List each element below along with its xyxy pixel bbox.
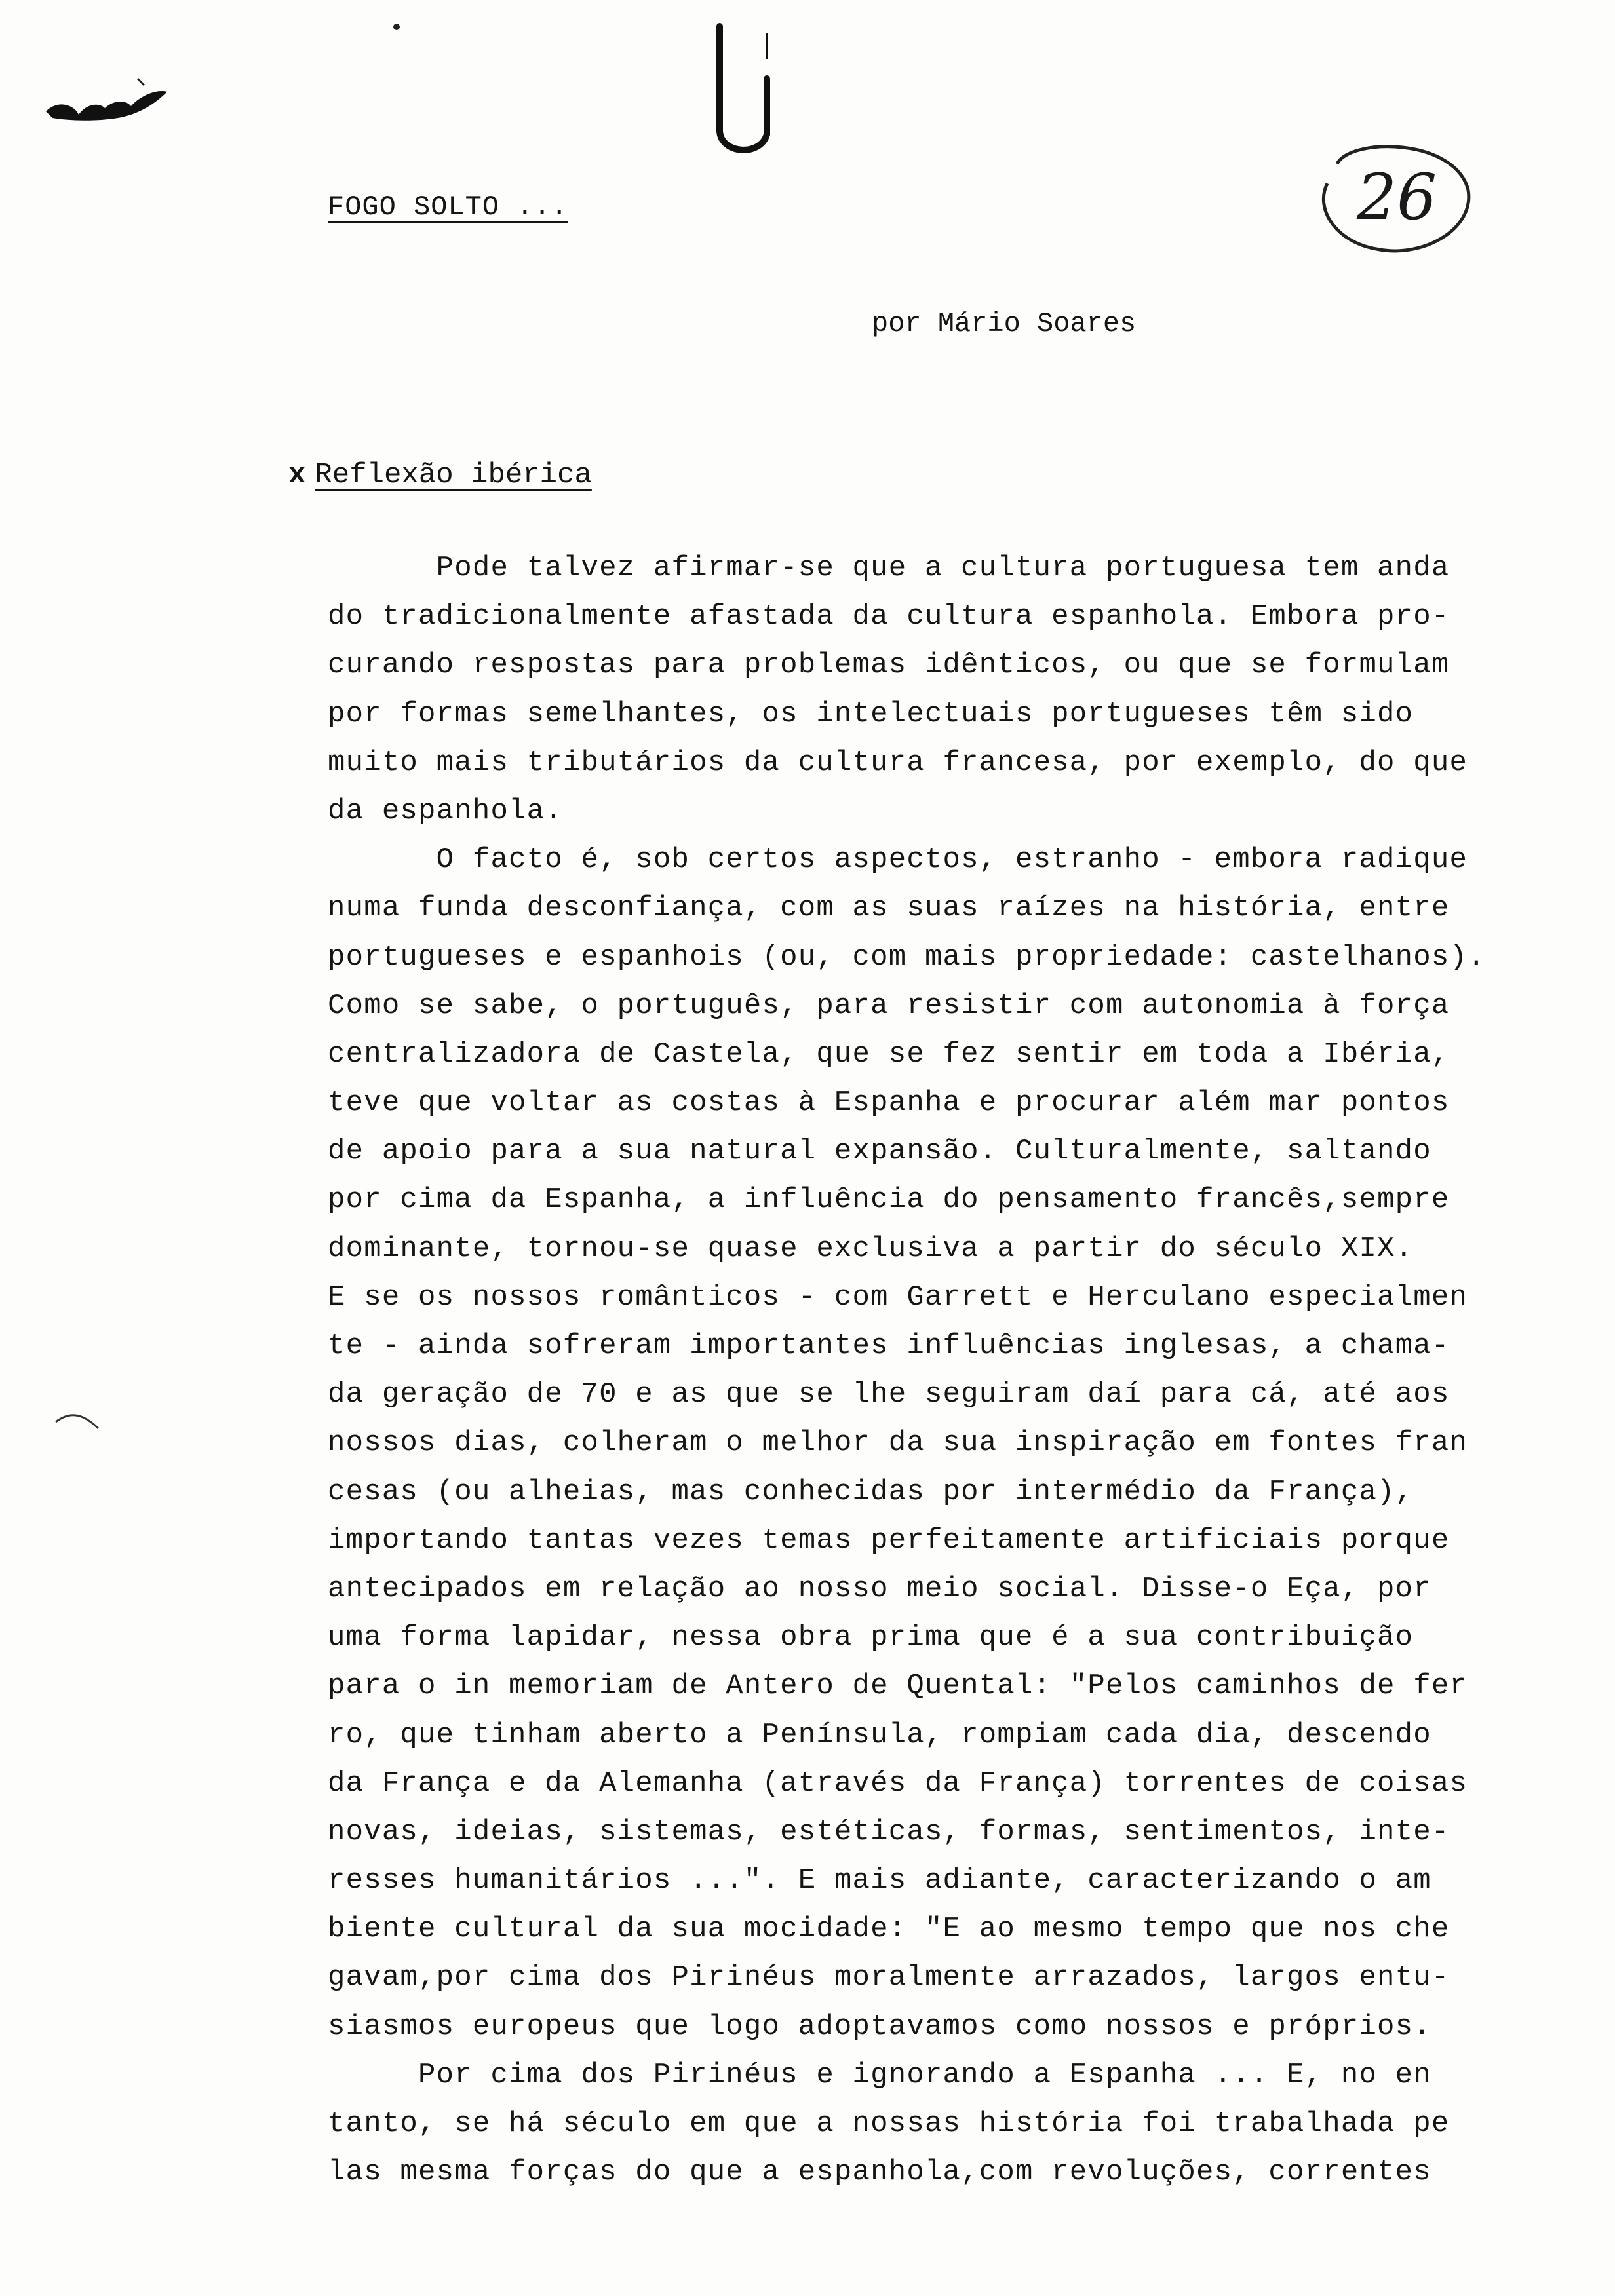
text-line: numa funda desconfiança, com as suas raízes na história, entre [328,892,1450,925]
text-line: tanto, se há século em que a nossas história foi trabalhada pe [328,2107,1450,2140]
text-line: muito mais tributários da cultura francesa, por exemplo, do que [328,746,1468,779]
text-line: da França e da Alemanha (através da França) torrentes de coisas [328,1767,1468,1800]
section-heading [288,459,592,491]
text-line: cesas (ou alheias, mas conhecidas por intermédio da França), [328,1475,1414,1508]
text-line: centralizadora de Castela, que se fez sentir em toda a Ibéria, [328,1037,1450,1071]
text-line: antecipados em relação ao nosso meio social. Disse-o Eça, por [328,1572,1431,1605]
text-line: resses humanitários ...". E mais adiante, caracterizando o am [328,1864,1431,1898]
text-line: ro, que tinham aberto a Península, rompiam cada dia, descendo [328,1718,1431,1751]
text-line: uma forma lapidar, nessa obra prima que é a sua contribuição [328,1621,1414,1655]
text-line: Pode talvez afirmar-se que a cultura portuguesa tem anda [328,552,1450,584]
text-line: O facto é, sob certos aspectos, estranho - embora radique [328,843,1468,877]
text-line: Por cima dos Pirinéus e ignorando a Espanha ... E, no en [328,2058,1431,2092]
text-line: por cima da Espanha, a influência do pensamento francês,sempre [328,1183,1450,1217]
text-line: para o in memoriam de Antero de Quental: "Pelos caminhos de fer [328,1670,1468,1703]
text-line: te - ainda sofreram importantes influências inglesas, a chama- [328,1330,1450,1362]
text-line: de apoio para a sua natural expansão. Culturalmente, saltando [328,1135,1431,1168]
text-line: por formas semelhantes, os intelectuais portugueses têm sido [328,697,1414,731]
text-line: da geração de 70 e as que se lhe seguiram daí para cá, até aos [328,1378,1450,1411]
text-line: Como se sabe, o português, para resistir com autonomia à força [328,989,1450,1022]
handwritten-initials [39,66,177,138]
body-text [328,544,1596,2196]
text-line: portugueses e espanhois (ou, com mais propriedade: castelhanos). [328,940,1486,974]
text-line: siasmos europeus que logo adoptavamos como nossos e próprios. [328,2010,1431,2043]
text-line: gavam,por cima dos Pirinéus moralmente arrazados, largos entu- [328,1961,1450,1995]
text-line: da espanhola. [328,794,563,828]
text-line: biente cultural da sua mocidade: "E ao mesmo tempo que nos che [328,1913,1450,1946]
ink-dot [393,24,400,30]
handwritten-page-number: 26 [1357,161,1437,234]
text-line: do tradicionalmente afastada da cultura espanhola. Embora pro- [328,600,1450,634]
text-line: importando tantas vezes temas perfeitamente artificiais porque [328,1523,1450,1557]
text-line: curando respostas para problemas idênticos, ou que se formulam [328,649,1450,682]
text-line: E se os nossos românticos - com Garrett e Herculano especialmen [328,1280,1468,1314]
margin-mark [52,1409,105,1435]
document-title: FOGO SOLTO ... [328,191,568,223]
section-title: Reflexão ibérica [315,459,592,491]
text-line: nossos dias, colheram o melhor da sua inspiração em fontes fran [328,1426,1468,1460]
text-line: las mesma forças do que a espanhola,com revoluções, correntes [328,2156,1431,2189]
text-line: novas, ideias, sistemas, estéticas, formas, sentimentos, inte- [328,1815,1450,1848]
text-line: teve que voltar as costas à Espanha e procurar além mar pontos [328,1086,1450,1120]
section-bullet-icon: x [288,459,306,491]
text-line: dominante, tornou-se quase exclusiva a partir do século XIX. [328,1232,1414,1265]
byline: por Mário Soares [872,308,1137,339]
staple-mark [708,20,780,164]
